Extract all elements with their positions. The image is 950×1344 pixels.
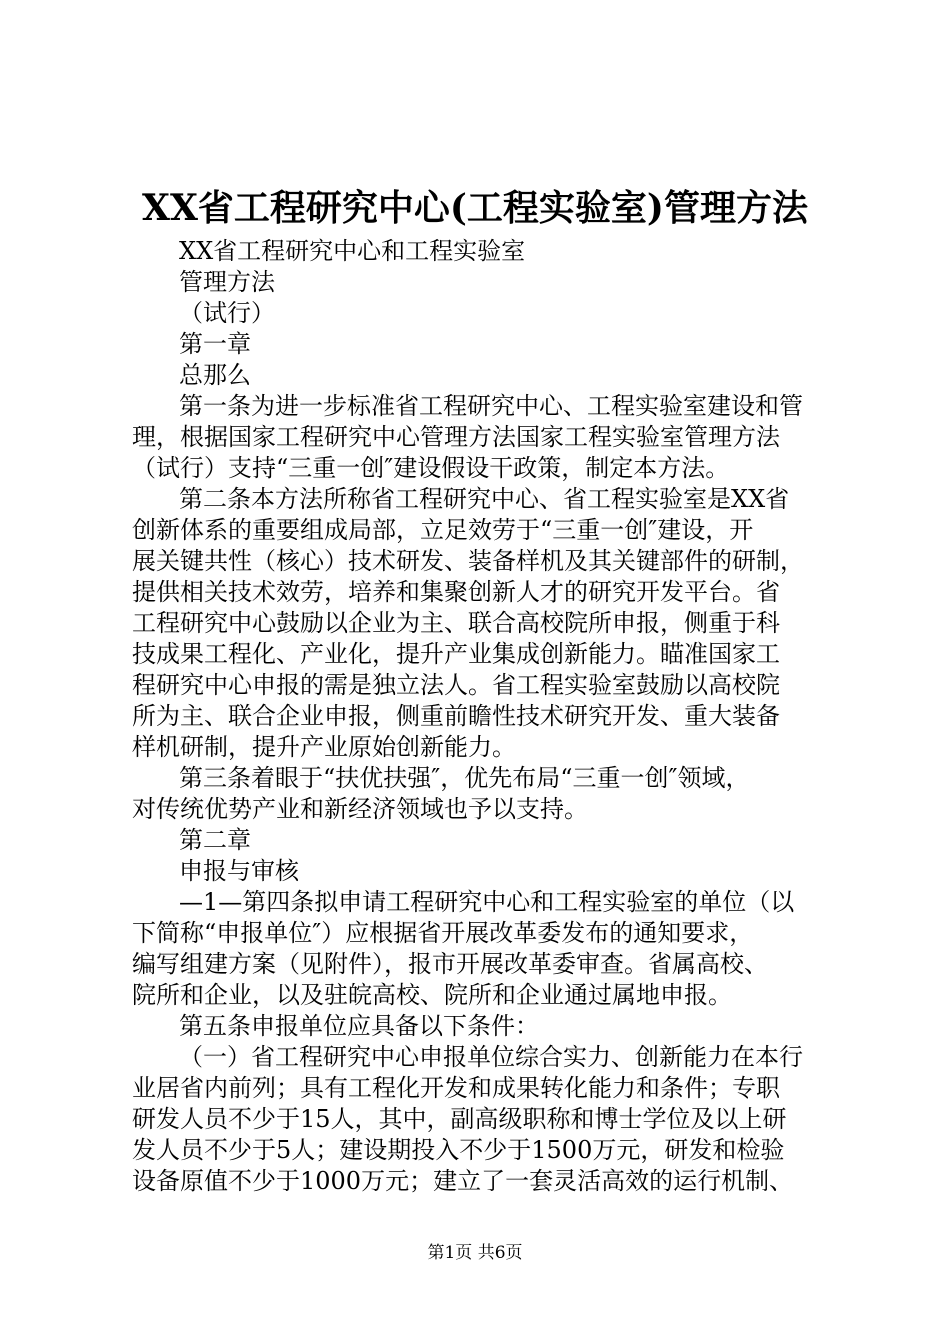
paragraph-line: 编写组建方案（见附件），报市开展改革委审查。省属高校、	[132, 950, 768, 978]
paragraph-line: 第五条申报单位应具备以下条件：	[179, 1012, 539, 1040]
paragraph-line: 样机研制，提升产业原始创新能力。	[132, 733, 516, 761]
chapter-heading: 第一章	[179, 330, 251, 358]
paragraph-line: 研发人员不少于15人，其中，副高级职称和博士学位及以上研	[132, 1105, 787, 1133]
subtitle-line: （试行）	[179, 299, 275, 327]
paragraph-line: 业居省内前列；具有工程化开发和成果转化能力和条件；专职	[132, 1074, 780, 1102]
paragraph-line: （试行）支持“三重一创″建设假设干政策，制定本方法。	[132, 454, 730, 482]
paragraph-line: 第三条着眼于“扶优扶强″，优先布局“三重一创″领域，	[179, 764, 750, 792]
subtitle-line: XX省工程研究中心和工程实验室	[179, 237, 526, 265]
page-footer: 第1页 共6页	[427, 1243, 523, 1263]
paragraph-line: 对传统优势产业和新经济领域也予以支持。	[132, 795, 588, 823]
chapter-title: 申报与审核	[179, 857, 299, 885]
paragraph-line: 第一条为进一步标准省工程研究中心、工程实验室建设和管	[179, 392, 803, 420]
paragraph-line: —1—第四条拟申请工程研究中心和工程实验室的单位（以	[179, 888, 795, 916]
paragraph-line: 发人员不少于5人；建设期投入不少于1500万元，研发和检验	[132, 1136, 785, 1164]
document-body	[132, 236, 832, 1197]
paragraph-line: 下简称“申报单位″）应根据省开展改革委发布的通知要求，	[132, 919, 754, 947]
paragraph-line: 院所和企业，以及驻皖高校、院所和企业通过属地申报。	[132, 981, 732, 1009]
paragraph-line: 程研究中心申报的需是独立法人。省工程实验室鼓励以高校院	[132, 671, 780, 699]
paragraph-line: 第二条本方法所称省工程研究中心、省工程实验室是XX省	[179, 485, 790, 513]
paragraph-line: 理，根据国家工程研究中心管理方法国家工程实验室管理方法	[132, 423, 780, 451]
paragraph-line: 创新体系的重要组成局部，立足效劳于“三重一创″建设，开	[132, 516, 754, 544]
paragraph-line: 技成果工程化、产业化，提升产业集成创新能力。瞄准国家工	[132, 640, 780, 668]
paragraph-line: 提供相关技术效劳，培养和集聚创新人才的研究开发平台。省	[132, 578, 780, 606]
paragraph-line: 设备原值不少于1000万元；建立了一套灵活高效的运行机制、	[132, 1167, 794, 1195]
paragraph-line: 展关键共性（核心）技术研发、装备样机及其关键部件的研制，	[132, 547, 804, 575]
paragraph-line: 所为主、联合企业申报，侧重前瞻性技术研究开发、重大装备	[132, 702, 780, 730]
paragraph-line: 工程研究中心鼓励以企业为主、联合高校院所申报，侧重于科	[132, 609, 780, 637]
paragraph-line: （一）省工程研究中心申报单位综合实力、创新能力在本行	[179, 1043, 803, 1071]
page-title: XX省工程研究中心(工程实验室)管理方法	[142, 187, 808, 229]
subtitle-line: 管理方法	[179, 268, 275, 296]
chapter-title: 总那么	[179, 361, 251, 389]
chapter-heading: 第二章	[179, 826, 251, 854]
